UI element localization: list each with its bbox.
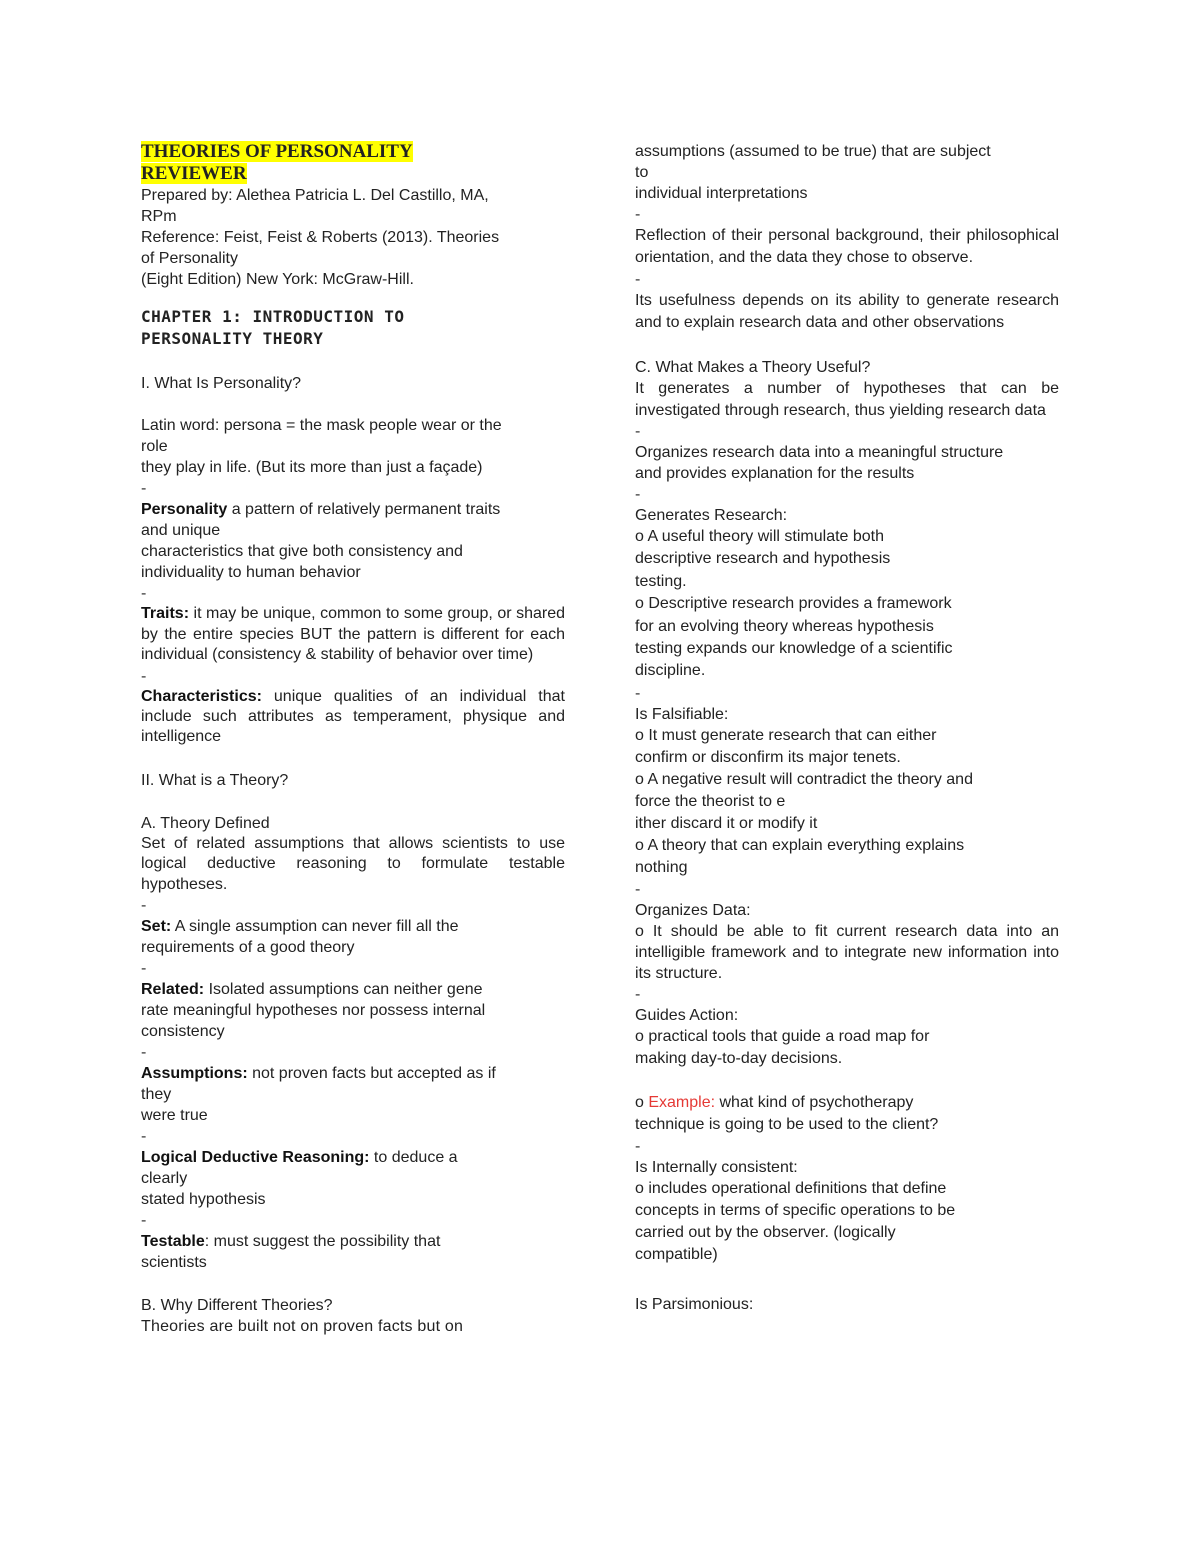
subheading-theory-defined: A. Theory Defined: [141, 814, 270, 832]
dash-bullet: -: [635, 985, 641, 1003]
example-label: Example:: [648, 1093, 716, 1111]
organizes-data-heading: Organizes Data:: [635, 901, 751, 919]
traits-definition: Traits: it may be unique, common to some group, or shared by the entire species BUT the pattern is different for each individual (consistency & stability of behavior over time): [141, 605, 565, 663]
guides-action-heading: Guides Action:: [635, 1006, 739, 1024]
falsifiable-list: o It must generate research that can either confirm or disconfirm its major tenets. o A negative result will contradict the theory and force the theorist to e ither discard it or modify it o A theory that can explain everything explains nothing: [635, 726, 973, 876]
logical-deductive-reasoning-definition: Logical Deductive Reasoning: to deduce a clearly stated hypothesis: [141, 1149, 458, 1208]
internally-consistent-heading: Is Internally consistent:: [635, 1158, 798, 1176]
assumptions-continued: assumptions (assumed to be true) that are subject to individual interpretations: [635, 143, 991, 202]
organizes-research-text: Organizes research data into a meaningful structure and provides explanation for the results: [635, 444, 1004, 482]
dash-bullet: -: [141, 480, 147, 497]
generates-research-heading: Generates Research:: [635, 507, 788, 524]
generates-research-list: o A useful theory will stimulate both descriptive research and hypothesis testing. o Descriptive research provides a framework for an evolving theory whereas hypothesis testing expands our knowledge of a scientific discipline.: [635, 528, 953, 680]
why-text: Theories are built not on proven facts but on: [141, 1318, 464, 1335]
dash-bullet: -: [141, 960, 147, 977]
guides-action-list: o practical tools that guide a road map for making day-to-day decisions.: [635, 1027, 930, 1067]
testable-definition: Testable: must suggest the possibility that scientists: [141, 1233, 441, 1271]
dash-bullet: -: [141, 585, 147, 602]
left-column: [141, 141, 565, 1337]
dash-bullet: -: [635, 684, 641, 702]
example-text: o Example: what kind of psychotherapy technique is going to be used to the client?: [635, 1093, 939, 1133]
dash-bullet: -: [635, 271, 641, 288]
theory-definition: Set of related assumptions that allows scientists to use logical deductive reasoning to formulate testable hypotheses.: [141, 834, 565, 893]
dash-bullet: -: [141, 1044, 147, 1061]
dash-bullet: -: [635, 1137, 641, 1155]
right-column: [635, 141, 1059, 1315]
parsimonious-heading: Is Parsimonious:: [635, 1295, 754, 1313]
prepared-by: Prepared by: Alethea Patricia L. Del Castillo, MA, RPm: [141, 187, 489, 225]
subheading-useful-theory: C. What Makes a Theory Useful?: [635, 359, 871, 376]
usefulness-text: Its usefulness depends on its ability to generate research and to explain research data and other observations: [635, 292, 1059, 331]
dash-bullet: -: [141, 1128, 147, 1145]
dash-bullet: -: [635, 486, 641, 503]
section-heading-theory: II. What is a Theory?: [141, 771, 289, 789]
reflection-text: Reflection of their personal background, their philosophical orientation, and the data they chose to observe.: [635, 227, 1059, 266]
latin-definition: Latin word: persona = the mask people wear or the role they play in life. (But its more than just a façade): [141, 417, 502, 476]
dash-bullet: -: [141, 897, 147, 914]
chapter-heading: CHAPTER 1: INTRODUCTION TO PERSONALITY THEORY: [141, 307, 405, 348]
related-definition: Related: Isolated assumptions can neither gene rate meaningful hypotheses nor possess internal consistency: [141, 981, 486, 1040]
assumptions-definition: Assumptions: not proven facts but accepted as if they were true: [141, 1065, 496, 1124]
document-title: THEORIES OF PERSONALITY REVIEWER: [141, 141, 413, 184]
set-definition: Set: A single assumption can never fill all the requirements of a good theory: [141, 918, 459, 956]
dash-bullet: -: [141, 1212, 147, 1229]
section-heading-personality: I. What Is Personality?: [141, 375, 302, 392]
dash-bullet: -: [141, 667, 147, 685]
dash-bullet: -: [635, 880, 641, 898]
dash-bullet: -: [635, 423, 641, 440]
reference: Reference: Feist, Feist & Roberts (2013). Theories of Personality (Eight Edition) New York: McGraw-Hill.: [141, 229, 500, 288]
organizes-data-text: o It should be able to fit current research data into an intelligible framework and to integrate new information into its structure.: [635, 922, 1059, 982]
subheading-why-different-theories: B. Why Different Theories?: [141, 1297, 333, 1314]
characteristics-definition: Characteristics: unique qualities of an individual that include such attributes as temperament, physique and intelligence: [141, 687, 565, 745]
generates-hypotheses-text: It generates a number of hypotheses that can be investigated through research, thus yielding research data: [635, 380, 1059, 419]
internally-consistent-list: o includes operational definitions that define concepts in terms of specific operations to be carried out by the observer. (logically compatible): [635, 1179, 956, 1263]
falsifiable-heading: Is Falsifiable:: [635, 705, 729, 723]
personality-definition: Personality a pattern of relatively permanent traits and unique characteristics that give both consistency and individuality to human behavior: [141, 501, 501, 581]
dash-bullet: -: [635, 206, 641, 223]
